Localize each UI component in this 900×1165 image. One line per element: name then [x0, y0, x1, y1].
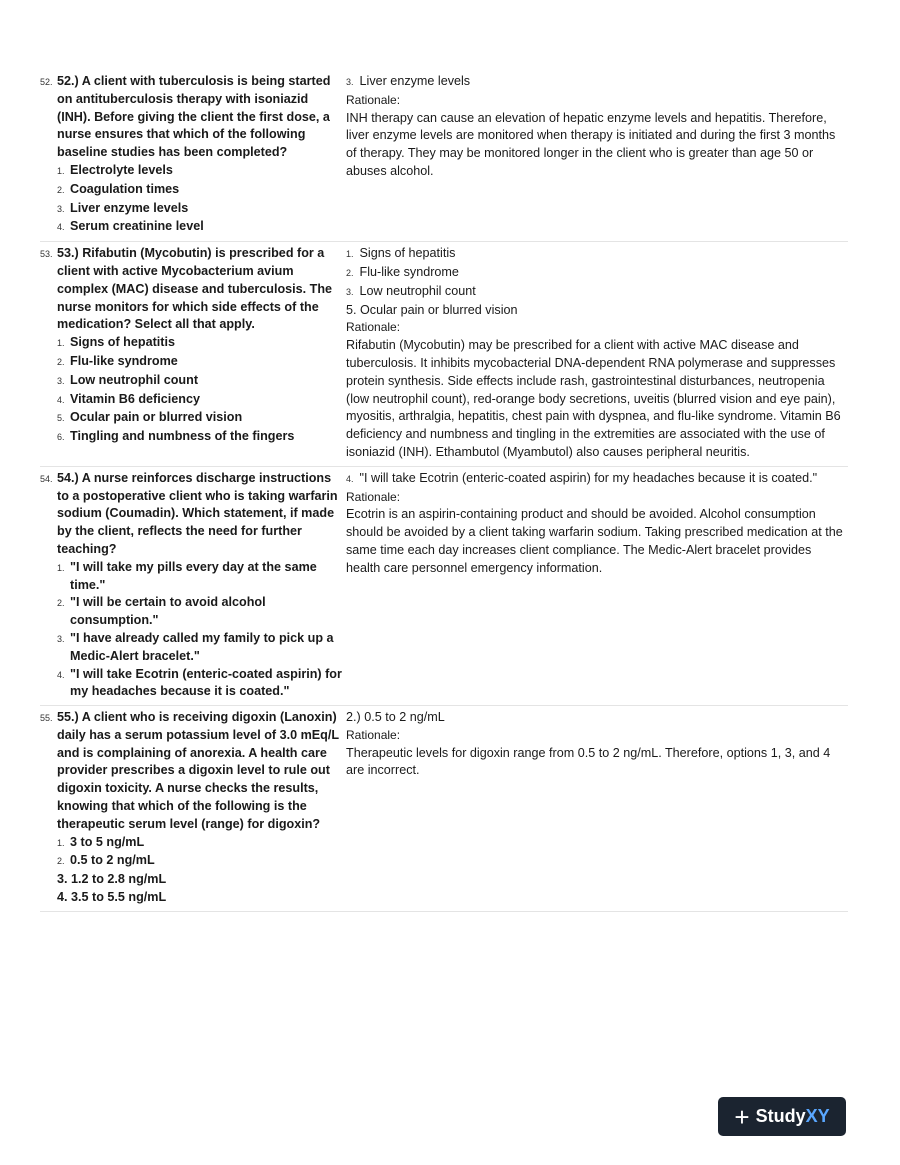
option-list: [40, 162, 343, 237]
option-list: [40, 834, 343, 907]
question-cell: [40, 709, 346, 907]
answer-line: [346, 283, 848, 302]
answer-cell: [346, 245, 848, 462]
question-number: 52.: [40, 77, 53, 87]
answer-cell: [346, 709, 848, 907]
option-number: 2.: [57, 598, 65, 609]
option-text: 0.5 to 2 ng/mL: [70, 853, 155, 868]
question-row: [40, 242, 848, 467]
option-number: 1.: [57, 837, 65, 848]
option-number: 4.: [57, 222, 65, 233]
option-item: [40, 334, 343, 353]
option-item: [40, 666, 343, 702]
rationale-label: Rationale:: [346, 92, 401, 107]
option-text: "I will take my pills every day at the same time.": [70, 559, 317, 592]
answer-cell: [346, 470, 848, 701]
option-item: [40, 200, 343, 219]
answer-text: 2.) 0.5 to 2 ng/mL: [346, 710, 445, 725]
option-text: Ocular pain or blurred vision: [70, 410, 243, 425]
option-text: Tingling and numbness of the fingers: [70, 429, 295, 444]
option-text: 4. 3.5 to 5.5 ng/mL: [57, 890, 167, 905]
option-number: 2.: [57, 856, 65, 867]
option-item: [40, 852, 343, 871]
question-text: 53.) Rifabutin (Mycobutin) is prescribed for a client with active Mycobacterium avium complex (MAC) disease and tuberculosis. The nurse monitors for which side effects of the medication? Select all that apply.: [57, 246, 333, 332]
option-number: 2.: [57, 356, 65, 367]
studyxy-logo: [718, 1097, 846, 1136]
answer-line: [346, 264, 848, 283]
logo-text: Study: [755, 1106, 806, 1126]
option-text: Electrolyte levels: [70, 162, 173, 177]
option-number: 4.: [57, 669, 65, 680]
option-item: [40, 871, 343, 889]
answer-number: 2.: [346, 267, 354, 278]
option-text: Signs of hepatitis: [70, 335, 175, 350]
answer-text: "I will take Ecotrin (enteric-coated aspirin) for my headaches because it is coated.": [359, 470, 818, 485]
option-text: "I will be certain to avoid alcohol consumption.": [70, 595, 266, 628]
option-item: [40, 428, 343, 447]
option-item: [40, 559, 343, 595]
option-list: [40, 559, 343, 701]
option-text: Serum creatinine level: [70, 219, 204, 234]
rationale-text: INH therapy can cause an elevation of hepatic enzyme levels and hepatitis. Therefore, liver enzyme levels are monitored when therapy is initiated and during the first 3 months of therapy. They may be monitored longer in the client who is greater than age 50 or abuses alcohol.: [346, 110, 836, 178]
answer-number: 3.: [346, 286, 354, 297]
option-number: 6.: [57, 432, 65, 443]
option-item: [40, 162, 343, 181]
rationale-label: Rationale:: [346, 727, 401, 742]
option-item: [40, 391, 343, 410]
answer-text: 5. Ocular pain or blurred vision: [346, 302, 518, 317]
option-item: [40, 594, 343, 630]
option-item: [40, 889, 343, 907]
option-text: "I have already called my family to pick up a Medic-Alert bracelet.": [70, 630, 334, 663]
option-item: [40, 630, 343, 666]
option-number: 5.: [57, 413, 65, 424]
rationale-text: Ecotrin is an aspirin-containing product and should be avoided. Alcohol consumption should be avoided by a client taking warfarin sodium. Taking prescribed medication at the same time each day increases client compliance. The Medic-Alert bracelet provides health care personnel emergency information.: [346, 507, 843, 575]
option-item: [40, 218, 343, 237]
question-text: 52.) A client with tuberculosis is being started on antituberculosis therapy with isoniazid (INH). Before giving the client the first dose, a nurse ensures that which of the following baseline studies has been completed?: [57, 74, 331, 160]
option-item: [40, 372, 343, 391]
option-text: 3. 1.2 to 2.8 ng/mL: [57, 872, 167, 887]
rationale-text: Rifabutin (Mycobutin) may be prescribed for a client with active MAC disease and tuberculosis. It inhibits mycobacterial DNA-dependent RNA polymerase and suppresses protein synthesis. Side effects include rash, gastrointestinal disturbances, neutropenia (low neutrophil count), red-orange body secretions, uveitis (blurred vision and eye pain), myositis, arthralgia, hepatitis, chest pain with dyspnea, and flu-like syndrome. Vitamin B6 deficiency and numbness and tingling in the extremities are associated with the use of isoniazid (INH). Ethambutol (Myambutol) also causes peripheral neuritis.: [346, 338, 841, 459]
answer-text: Flu-like syndrome: [359, 264, 459, 279]
answer-line: [346, 470, 848, 489]
option-number: 3.: [57, 203, 65, 214]
option-text: Low neutrophil count: [70, 372, 199, 387]
question-number: 54.: [40, 473, 53, 484]
answer-cell: [346, 73, 848, 237]
option-text: Coagulation times: [70, 181, 180, 196]
answer-line: [346, 73, 848, 92]
answer-line: [346, 245, 848, 264]
answer-number: 1.: [346, 249, 354, 260]
question-number: 53.: [40, 249, 53, 260]
option-item: [40, 181, 343, 200]
option-number: 1.: [57, 165, 65, 176]
option-text: Liver enzyme levels: [70, 200, 189, 215]
answer-number: 3.: [346, 77, 354, 87]
question-row: [40, 706, 848, 912]
option-number: 3.: [57, 375, 65, 386]
option-text: 3 to 5 ng/mL: [70, 834, 145, 849]
question-header: [40, 73, 343, 162]
qa-table: [40, 70, 848, 912]
answer-line: [346, 302, 848, 320]
question-number: 55.: [40, 713, 53, 724]
plus-icon: +: [734, 1101, 750, 1132]
question-row: [40, 467, 848, 706]
option-number: 2.: [57, 184, 65, 195]
option-number: 1.: [57, 562, 65, 573]
option-text: Vitamin B6 deficiency: [70, 391, 200, 406]
question-row: [40, 70, 848, 242]
option-number: 3.: [57, 633, 65, 644]
rationale-label: Rationale:: [346, 320, 401, 335]
option-item: [40, 409, 343, 428]
answer-line: [346, 709, 848, 727]
question-text: 54.) A nurse reinforces discharge instructions to a postoperative client who is taking warfarin sodium (Coumadin). Which statement, if made by the client, reflects the need for further teaching?: [57, 470, 338, 556]
option-item: [40, 834, 343, 853]
option-text: "I will take Ecotrin (enteric-coated aspirin) for my headaches because it is coated.": [70, 666, 342, 699]
rationale-text: Therapeutic levels for digoxin range from 0.5 to 2 ng/mL. Therefore, options 1, 3, and 4 are incorrect.: [346, 745, 831, 778]
question-header: [40, 470, 343, 559]
option-number: 1.: [57, 338, 65, 349]
question-cell: [40, 470, 346, 701]
option-item: [40, 353, 343, 372]
question-cell: [40, 73, 346, 237]
question-text: 55.) A client who is receiving digoxin (Lanoxin) daily has a serum potassium level of 3.0 mEq/L and is complaining of anorexia. A health care provider prescribes a digoxin level to rule out digoxin toxicity. A nurse checks the results, knowing that which of the following is the therapeutic serum level (range) for digoxin?: [57, 710, 339, 831]
option-text: Flu-like syndrome: [70, 353, 178, 368]
answer-text: Signs of hepatitis: [359, 246, 456, 261]
answer-text: Liver enzyme levels: [359, 74, 471, 88]
question-header: [40, 709, 343, 834]
question-cell: [40, 245, 346, 462]
logo-accent: XY: [805, 1106, 830, 1126]
answer-text: Low neutrophil count: [359, 283, 476, 298]
question-header: [40, 245, 343, 334]
option-number: 4.: [57, 394, 65, 405]
option-list: [40, 334, 343, 447]
rationale-label: Rationale:: [346, 489, 401, 504]
answer-number: 4.: [346, 473, 354, 484]
